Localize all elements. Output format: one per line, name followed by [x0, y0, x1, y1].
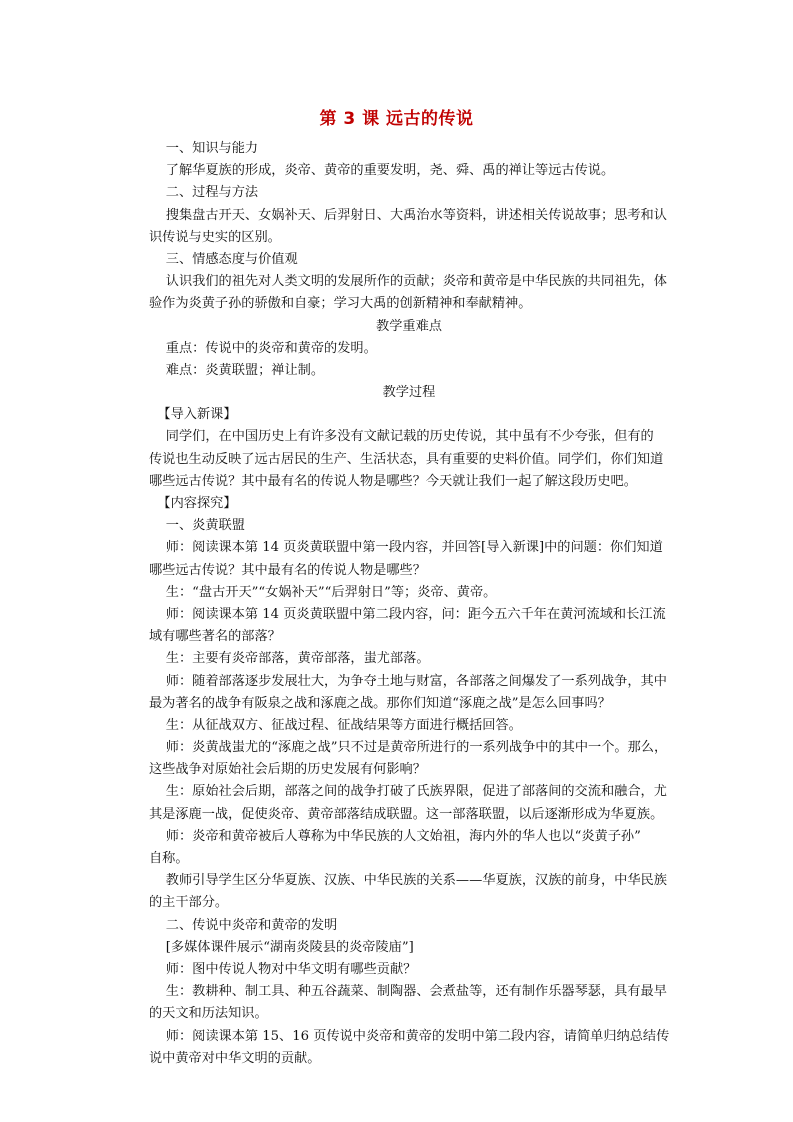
text-line: 一、炎黄联盟: [149, 518, 245, 534]
text-line: 其是涿鹿一战，促使炎帝、黄帝部落结成联盟。这一部落联盟，以后逐渐形成为华夏族。: [149, 806, 664, 822]
text-line: 师：炎黄战蚩尤的“涿鹿之战”只不过是黄帝所进行的一系列战争中的其中一个。那么，: [149, 740, 668, 756]
section-heading: 教学重难点: [376, 318, 442, 334]
document-body: [149, 138, 669, 1070]
text-line: 【导入新课】: [149, 407, 237, 423]
text-line: 生：主要有炎帝部落，黄帝部落，蚩尤部落。: [149, 651, 430, 667]
text-line: 了解华夏族的形成，炎帝、黄帝的重要发明，尧、舜、禹的禅让等远古传说。: [149, 163, 615, 179]
text-line: 教师引导学生区分华夏族、汉族、中华民族的关系——华夏族，汉族的前身，中华民族: [149, 873, 667, 889]
page-title: 第 3 课 远古的传说: [319, 109, 474, 129]
text-line: 三、情感态度与价值观: [149, 251, 298, 267]
text-line: 识传说与史实的区别。: [149, 229, 281, 245]
text-line: 传说也生动反映了远古居民的生产、生活状态，具有重要的史料价值。同学们，你们知道: [149, 451, 664, 467]
text-line: 这些战争对原始社会后期的历史发展有何影响？: [149, 762, 426, 778]
text-line: 生：教耕种、制工具、种五谷蔬菜、制陶器、会煮盐等，还有制作乐器琴瑟，具有最早: [149, 984, 667, 1000]
text-line: 同学们，在中国历史上有许多没有文献记载的历史传说，其中虽有不少夸张，但有的: [149, 429, 654, 445]
text-line: 师：阅读课本第 15、16 页传说中炎帝和黄帝的发明中第二段内容，请简单归纳总结传: [149, 1028, 669, 1044]
section-heading: 教学过程: [382, 385, 436, 401]
text-line: 哪些远古传说？其中最有名的传说人物是哪些？今天就让我们一起了解这段历史吧。: [149, 473, 637, 489]
text-line: 重点：传说中的炎帝和黄帝的发明。: [149, 340, 377, 356]
text-line: 师：阅读课本第 14 页炎黄联盟中第一段内容，并回答[导入新课]中的问题：你们知道: [149, 540, 663, 556]
text-line: 师：随着部落逐步发展壮大，为争夺土地与财富，各部落之间爆发了一系列战争，其中: [149, 673, 667, 689]
text-line: 二、传说中炎帝和黄帝的发明: [149, 917, 338, 933]
text-line: 自称。: [149, 851, 189, 866]
text-line: 师：炎帝和黄帝被后人尊称为中华民族的人文始祖，海内外的华人也以“炎黄子孙”: [149, 828, 641, 844]
text-line: 生：原始社会后期，部落之间的战争打破了氏族界限，促进了部落间的交流和融合，尤: [149, 784, 667, 800]
text-line: 说中黄帝对中华文明的贡献。: [149, 1050, 321, 1066]
text-line: 难点：炎黄联盟；禅让制。: [149, 362, 325, 378]
text-line: 哪些远古传说？其中最有名的传说人物是哪些？: [149, 562, 426, 578]
text-line: 师：图中传说人物对中华文明有哪些贡献？: [149, 961, 417, 977]
text-line: 的天文和历法知识。: [149, 1006, 268, 1022]
text-line: 搜集盘古开天、女娲补天、后羿射日、大禹治水等资料，讲述相关传说故事；思考和认: [149, 207, 667, 223]
text-line: 生：“盘古开天”“女娲补天”“后羿射日”等；炎帝、黄帝。: [149, 584, 497, 600]
text-line: [多媒体课件展示“湖南炎陵县的炎帝陵庙”]: [149, 939, 414, 955]
text-line: 认识我们的祖先对人类文明的发展所作的贡献；炎帝和黄帝是中华民族的共同祖先，体: [149, 274, 667, 290]
text-line: 生：从征战双方、征战过程、征战结果等方面进行概括回答。: [149, 717, 522, 733]
text-line: 师：阅读课本第 14 页炎黄联盟中第二段内容，问：距今五六千年在黄河流域和长江流: [149, 606, 666, 622]
text-line: 验作为炎黄子孙的骄傲和自豪；学习大禹的创新精神和奉献精神。: [149, 296, 532, 312]
text-line: 域有哪些著名的部落？: [149, 629, 281, 645]
text-line: 最为著名的战争有阪泉之战和涿鹿之战。那你们知道“涿鹿之战”是怎么回事吗？: [149, 695, 611, 711]
text-line: 【内容探究】: [149, 496, 237, 511]
text-line: 二、过程与方法: [149, 185, 259, 201]
text-line: 的主干部分。: [149, 895, 229, 911]
text-line: 一、知识与能力: [149, 141, 259, 156]
